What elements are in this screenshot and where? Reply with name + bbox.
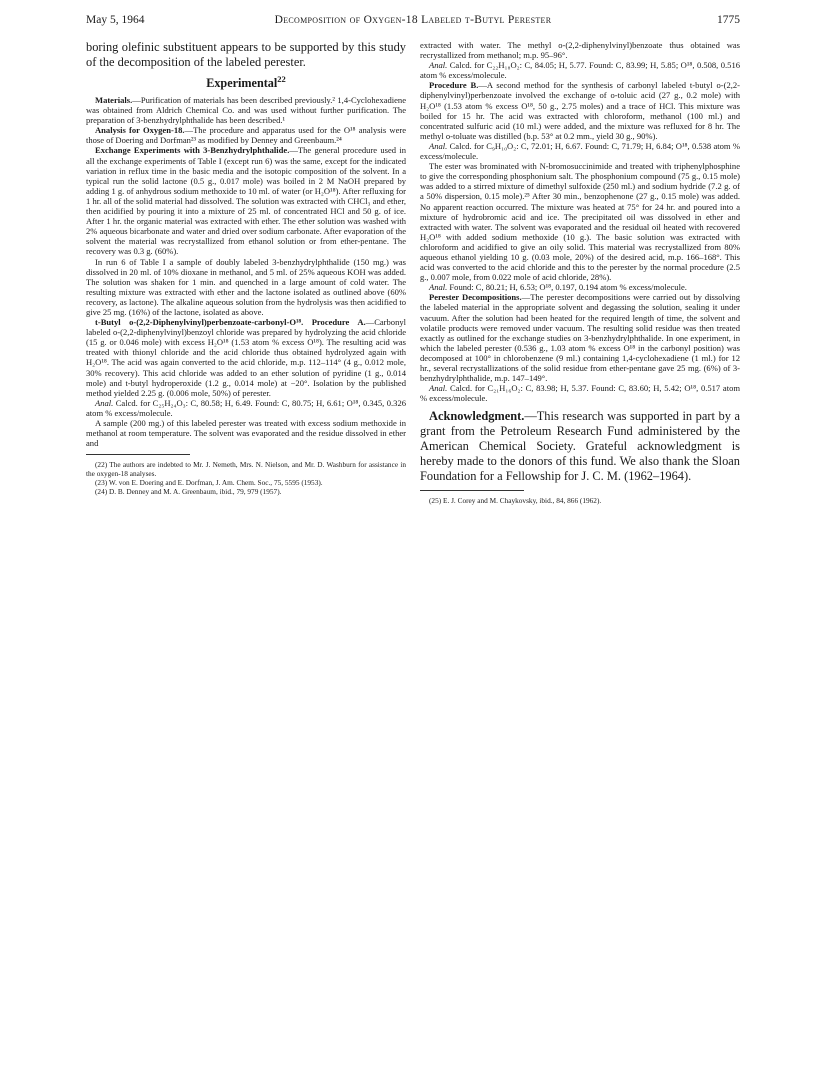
acknowledgment-head: Acknowledgment.: [429, 409, 525, 424]
footnote-divider-right: [420, 490, 524, 491]
paragraph-text: Calcd. for C₂₅H₂₄O₃: C, 80.58; H, 6.49. Found: C, 80.75; H, 6.61; O¹⁸, 0.345, 0.326 atom % excess/molecule.: [86, 397, 406, 418]
footnote: (22) The authors are indebted to Mr. J. Nemeth, Mrs. N. Nielson, and Mr. D. Washburn for assistance in the oxygen-18 analyses.: [86, 460, 406, 479]
body-paragraph: [86, 257, 406, 318]
paragraph-text: —The general procedure used in all the exchange experiments of Table I (except run 6) was the same, except for the indicated variation in reflux time in the basic media and the isotopic composition of the solvent. In a typical run the solid lactone (0.5 g., 0.017 mole) was boiled in 2 M NaOH prepared by adding 1 g. of anhydrous sodium methoxide to 10 ml. of water (or H₂O¹⁸). After refluxing for 1 hr. all of the solid material had dissolved. The solution was extracted with CHCl₃ and ether, then acidified by pouring it into a mixture of 25 ml. of concentrated HCl and 50 g. of ice. After 1 hr. the organic material was extracted with ether. The ether solution was washed with 2% aqueous bicarbonate and water and dried over sodium carbonate. After evaporation of the solvent the material was recrystallized from ethanol solution or from ether-pentane. The recovery was 0.3 g. (60%).: [86, 145, 406, 257]
body-paragraph: [420, 161, 740, 282]
section-run-in-head: Procedure B.: [429, 80, 479, 91]
body-paragraph: [86, 125, 406, 145]
paragraph-text: A sample (200 mg.) of this labeled perester was treated with excess sodium methoxide in methanol at room temperature. The solvent was evaporated and the residue dissolved in ether and: [86, 418, 406, 449]
footnote: (24) D. B. Denney and M. A. Greenbaum, ibid., 79, 979 (1957).: [95, 487, 282, 497]
paragraph-text: extracted with water. The methyl o-(2,2-diphenylvinyl)benzoate thus obtained was recrystallized from methanol; m.p. 95–96°.: [420, 40, 740, 61]
footnote-divider: [86, 454, 190, 455]
page-number: 1775: [717, 14, 740, 26]
body-paragraph: [86, 418, 406, 448]
body-paragraph: [86, 317, 406, 398]
footnote-25: (25) E. J. Corey and M. Chaykovsky, ibid., 84, 866 (1962).: [429, 496, 602, 506]
body-paragraph: [420, 383, 740, 403]
analysis-label: Anal.: [429, 383, 448, 394]
body-paragraph: [86, 398, 406, 418]
paragraph-text: Calcd. for C₂₂H₁₈O₂: C, 84.05; H, 5.77. Found: C, 83.99; H, 5.85; O¹⁸, 0.508, 0.516 atom % excess/molecule.: [420, 60, 740, 81]
analysis-label: Anal.: [95, 397, 114, 408]
intro-paragraph: boring olefinic substituent appears to be supported by this study of the decomposition of the labeled perester.: [86, 40, 406, 69]
body-paragraph: [420, 40, 740, 60]
body-paragraph: [420, 80, 740, 141]
header-date: May 5, 1964: [86, 14, 145, 26]
paragraph-text: Found: C, 80.21; H, 6.53; O¹⁸, 0.197, 0.194 atom % excess/molecule.: [447, 282, 687, 293]
left-body: [86, 95, 406, 448]
left-column: [86, 40, 406, 496]
body-paragraph: [420, 60, 740, 80]
intro-block: [86, 40, 406, 70]
header-title: Decomposition of Oxygen-18 Labeled t-Butyl Perester: [274, 14, 552, 26]
paragraph-text: In run 6 of Table I a sample of doubly labeled 3-benzhydrylphthalide (150 mg.) was dissolved in 20 ml. of 10% dioxane in methanol, and 5 ml. of 25% aqueous KOH was added. The solution was shaken for 1 min. and quenched in a large amount of cold water. The resulting mixture was extracted with ether and the lactone isolated as outlined above (60% recovery, as lactone). The alkaline aqueous solution from the hydrolysis was then acidified to give 25 mg. (16%) of the lactone, isolated as above.: [86, 256, 406, 317]
acknowledgment-text: —This research was supported in part by a grant from the Petroleum Research Fund administered by the American Chemical Society. Grateful acknowledgment is hereby made to the donors of this fund. We also thank the Sloan Foundation for a Fellowship for J. C. M. (1962–1964).: [420, 409, 740, 484]
paragraph-text: —The perester decompositions were carried out by dissolving the labeled material in the appropriate solvent and degassing the solution, sealing it under vacuum. After the solution had been heated for the required length of time, the solvent and volatile products were removed under vacuum. The resulting solid residue was then treated exactly as outlined for the exchange studies on 3-benzhydrylphthalide. In one experiment, in which the labeled perester (0.536 g., 1.03 atom % excess O¹⁸ in the carbonyl position) was decomposed at 100° in chlorobenzene (9 ml.) containing 1,4-cyclohexadiene (1 ml.) for 12 hr., several recrystallizations of the solid residue from ether-pentane gave 25 mg. (6%) of 3-benzhydrylphthalide, m.p. 147–149°.: [420, 292, 741, 384]
analysis-label: Anal.: [429, 60, 448, 71]
paragraph-text: Calcd. for C₂₁H₁₆O₂: C, 83.98; H, 5.37. Found: C, 83.60; H, 5.42; O¹⁸, 0.517 atom % excess/molecule.: [420, 383, 740, 404]
paragraph-text: Calcd. for C₉H₁₀O₂: C, 72.01; H, 6.67. Found: C, 71.79; H, 6.84; O¹⁸, 0.538 atom % excess/molecule.: [420, 140, 740, 162]
right-footnotes: [420, 496, 740, 505]
acknowledgment-paragraph: [420, 409, 740, 484]
experimental-heading: Experimental$^{22}$: [206, 73, 286, 90]
right-column: [420, 40, 740, 505]
body-paragraph: [86, 145, 406, 256]
section-run-in-head: t-Butyl o-(2,2-Diphenylvinyl)perbenzoate-carbonyl-O¹⁸. Procedure A.: [95, 317, 366, 328]
paragraph-text: The ester was brominated with N-bromosuccinimide and treated with triphenylphosphine to give the corresponding phosphonium salt. The phosphonium compound (75 g., 0.15 mole) was added to a stirred mixture of dimethyl sulfoxide (250 ml.) and sodium hydride (7.2 g. of a 50% dispersion, 0.15 mole).²⁵ After 30 min., benzophenone (27 g., 0.15 mole) was added. No apparent reaction occurred. The mixture was heated at 75° for 24 hr. and poured into a mixture of hydrobromic acid and ice. The precipitated oil was dissolved in ether and extracted with water. The solvent was evaporated and the residual oil heated with recovered H₂O¹⁸ with added sodium methoxide (10 g.). The basic solution was extracted with chloroform and acidified to give an oily solid. This material was recrystallized from 80% aqueous ethanol yielding 10 g. (0.03 mole, 20%) of the desired acid, m.p. 166–168°. This acid was converted to the acid chloride and this to the perester by the normal procedure (2.5 g., 0.007 mole, from 0.022 mole of acid chloride, 28%).: [420, 161, 740, 283]
body-paragraph: [420, 141, 740, 161]
left-footnotes: [86, 460, 406, 496]
experimental-ref: 22: [277, 73, 286, 84]
footnote: (23) W. von E. Doering and E. Dorfman, J. Am. Chem. Soc., 75, 5595 (1953).: [95, 478, 323, 488]
analysis-label: Anal.: [429, 282, 448, 293]
paragraph-text: —Carbonyl labeled o-(2,2-diphenylvinyl)benzoyl chloride was prepared by hydrolyzing the acid chloride (15 g. or 0.046 mole) with excess H₂O¹⁸ (1.53 atom % excess O¹⁸). The resulting acid was treated with thionyl chloride and the acid chloride thus obtained hydrolyzed again with H₂O¹⁸. The acid was again converted to the acid chloride, m.p. 112–114° (4 g., 0.012 mole, 30% recovery). This acid chloride was added to an ether solution of pyridine (1 g., 0.014 mole) and t-butyl hydroperoxide (1.2 g., 0.014 mole) at −20°. Isolation by the published method yielded 2.25 g. (0.006 mole, 50%) of perester.: [86, 317, 406, 398]
section-run-in-head: Analysis for Oxygen-18.: [95, 125, 185, 136]
paragraph-text: —Purification of materials has been described previously.² 1,4-Cyclohexadiene was obtained from Aldrich Chemical Co. and was used without further purification. The preparation of 3-benzhydrylphthalide has been described.¹: [86, 95, 406, 126]
section-run-in-head: Perester Decompositions.: [429, 292, 522, 303]
body-paragraph: [86, 95, 406, 125]
section-run-in-head: Materials.: [95, 95, 133, 105]
acknowledgment-block: [420, 409, 740, 484]
right-body: [420, 40, 740, 403]
running-header: [86, 14, 740, 30]
body-paragraph: [420, 282, 740, 292]
paragraph-text: —A second method for the synthesis of carbonyl labeled t-butyl o-(2,2-diphenylvinyl)perbenzoate involved the exchange of o-toluic acid (27 g., 0.2 mole) with H₂O¹⁸ (1.53 atom % excess O¹⁸, 50 g., 2.75 moles) and a trace of HCl. This mixture was boiled for 15 hr. The acid was extracted with chloroform, methanol (100 ml.) and concentrated sulfuric acid (10 ml.) were added, and the mixture was refluxed for 8 hr. The methyl o-toluate was distilled (b.p. 53° at 0.2 mm., yield 30 g., 90%).: [420, 80, 741, 141]
section-run-in-head: Exchange Experiments with 3-Benzhydrylphthalide.: [95, 145, 290, 156]
body-paragraph: [420, 292, 740, 383]
analysis-label: Anal.: [429, 140, 448, 151]
paragraph-text: —The procedure and apparatus used for the O¹⁸ analysis were those of Doering and Dorfman²³ as modified by Denney and Greenbaum.²⁴: [86, 125, 407, 146]
